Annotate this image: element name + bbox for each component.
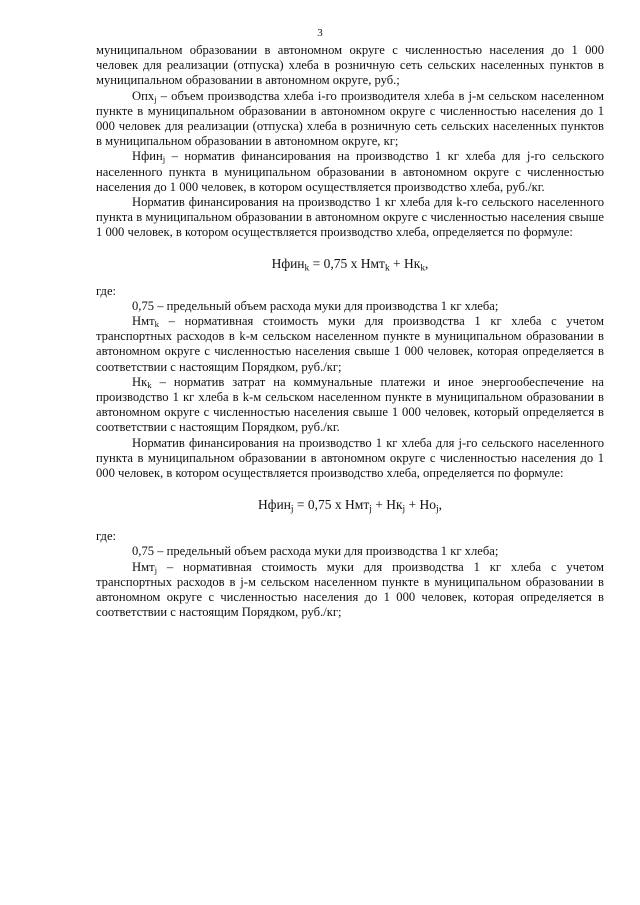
document-body xyxy=(96,43,604,621)
paragraph-norm-j-intro: Норматив финансирования на производство 1 кг хлеба для j-го сельского населенного пункта в муниципальном образовании в автономном округе с численностью населения до 1 000 человек, в котором осуществляется производство хлеба, определяется по формуле: xyxy=(96,435,604,481)
paragraph-flour-limit: 0,75 – предельный объем расхода муки для производства 1 кг хлеба; xyxy=(132,298,499,313)
paragraph-where: где: xyxy=(96,529,117,544)
paragraph-nk-k-definition: $Нк_k$ – норматив затрат на коммунальные платежи и иное энергообеспечение на производство 1 кг хлеба в k-м сельском населенном пункте в муниципальном образовании в автономном округе с численностью населения свыше 1 000 человек, который определяется в соответствии с настоящим Порядком, руб./кг. xyxy=(96,374,604,435)
paragraph: муниципальном образовании в автономном округе с численностью населения до 1 000 человек для реализации (отпуска) хлеба в розничную сеть сельских населенных пунктов в муниципальном образовании в автономном округе, руб.; xyxy=(96,43,604,88)
formula-nfin-k: Нфин$_k$ = 0,75 x $Нмт_k + Нк_k$, xyxy=(271,255,429,273)
paragraph-norm-k-intro: Норматив финансирования на производство 1 кг хлеба для k-го сельского населенного пункта в муниципальном образовании в автономном округе с численностью населения свыше 1 000 человек, в котором осуществляется производство хлеба, определяется по формуле: xyxy=(96,195,604,240)
paragraph-opx-definition: Опх$_j$ – объем производства хлеба i-го производителя хлеба в j-м сельском населенном пункте в муниципальном образовании в автономном округе с численностью населения до 1 000 человек для реализации (отпуска) хлеба в розничную сеть сельских населенных пунктов в муниципальном образовании в автономном округе, кг; xyxy=(96,88,604,149)
paragraph-flour-limit: 0,75 – предельный объем расхода муки для производства 1 кг хлеба; xyxy=(132,544,499,559)
paragraph-nmt-j-definition: Нмт$_j$ – нормативная стоимость муки для производства 1 кг хлеба с учетом транспортных расходов в j-м сельском населенном пункте в муниципальном образовании в автономном округе с численностью населения до 1 000 человек, которая определяется в соответствии с настоящим Порядком, руб./кг; xyxy=(96,559,604,620)
paragraph-where: где: xyxy=(96,283,117,298)
page-number: 3 xyxy=(317,27,323,39)
paragraph-nfin-j-definition: Нфин$_j$ – норматив финансирования на производство 1 кг хлеба для j-го сельского населенного пункта в муниципальном образовании в автономном округе с численностью населения до 1 000 человек, в котором осуществляется производство хлеба, руб./кг. xyxy=(96,149,604,194)
paragraph-nmt-k-definition: Нмт$_k$ – нормативная стоимость муки для производства 1 кг хлеба с учетом транспортных расходов в k-м сельском населенном пункте в муниципальном образовании в автономном округе с численностью населения свыше 1 000 человек, которая определяется в соответствии с настоящим Порядком, руб./кг; xyxy=(96,314,604,374)
formula-nfin-j: Нфин$_j$ = 0,75 x $Нмт_j + Нк_j + Но_j$, xyxy=(257,497,443,515)
